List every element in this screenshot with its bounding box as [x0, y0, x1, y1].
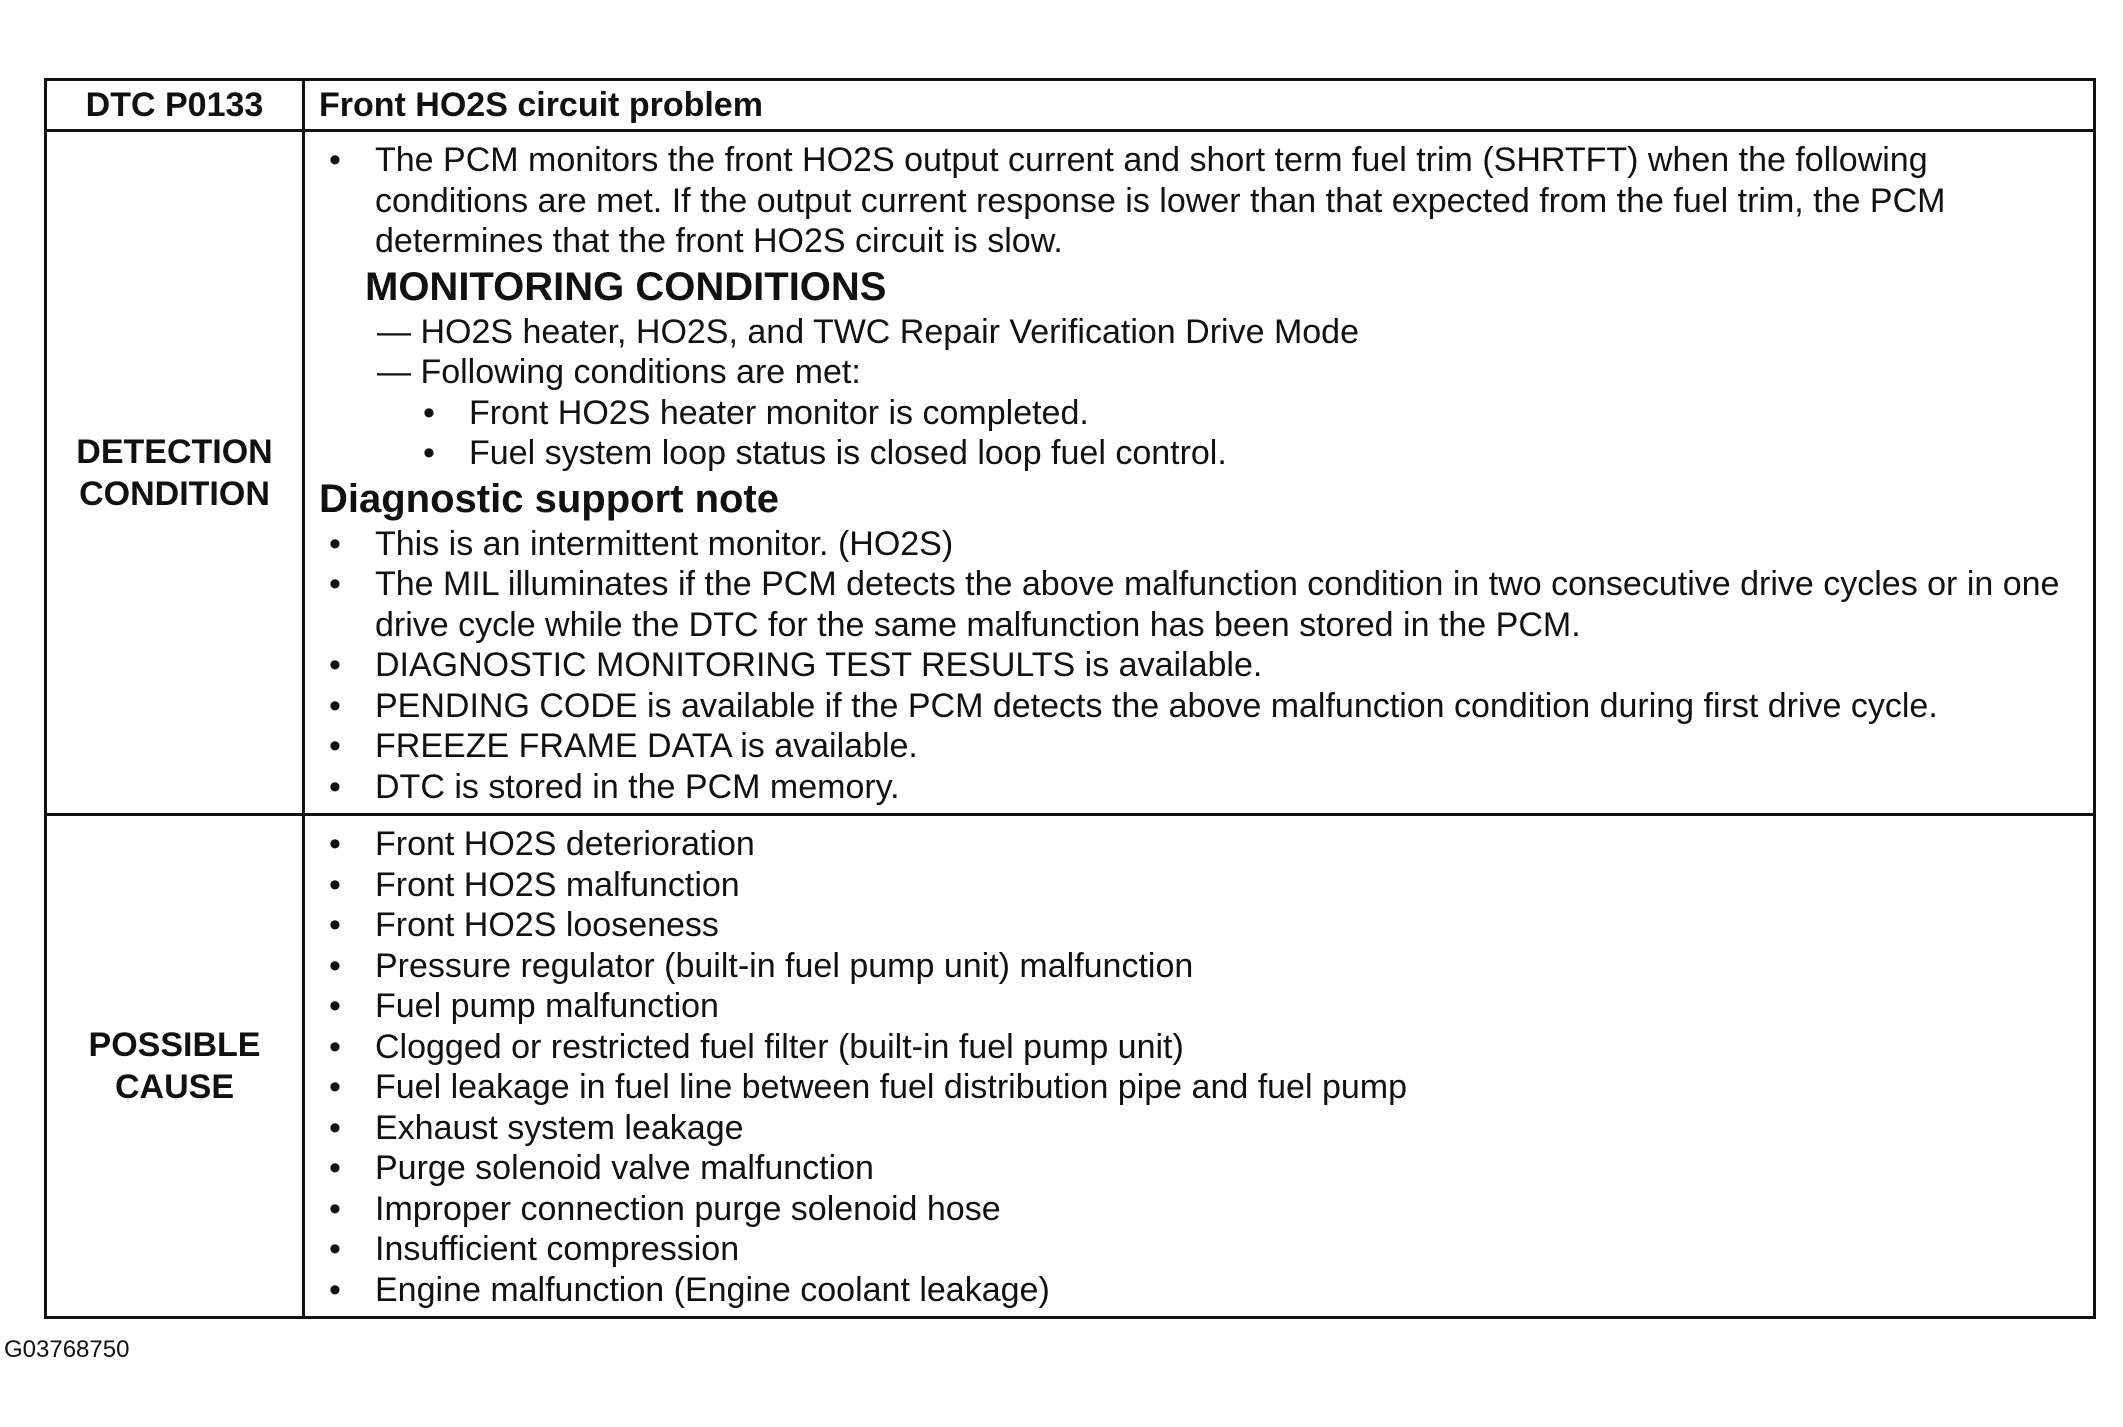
detection-condition-label	[46, 131, 304, 815]
diagnostic-note-item: • The MIL illuminates if the PCM detects the above malfunction condition in two consecutive drive cycles or in one drive cycle while the DTC for the same malfunction has been stored in the PCM.	[319, 564, 2079, 645]
diagnostic-note-item: • DIAGNOSTIC MONITORING TEST RESULTS is available.	[319, 645, 2079, 686]
monitoring-dash-item: — HO2S heater, HO2S, and TWC Repair Verification Drive Mode	[377, 312, 1359, 351]
dtc-table	[44, 78, 2096, 1319]
monitoring-conditions-heading: MONITORING CONDITIONS	[365, 264, 887, 309]
possible-label-line1: POSSIBLE	[88, 1026, 261, 1064]
possible-label-line2: CAUSE	[114, 1068, 235, 1106]
monitoring-dash-list	[319, 312, 2079, 393]
header-row	[46, 80, 2095, 131]
possible-cause-item: • Improper connection purge solenoid hose	[319, 1189, 2079, 1230]
diagnostic-support-note-heading: Diagnostic support note	[319, 476, 779, 521]
diagnostic-note-item: • This is an intermittent monitor. (HO2S)	[319, 524, 2079, 565]
detection-label-line2: CONDITION	[79, 474, 270, 513]
dtc-code-cell: DTC P0133	[46, 80, 304, 131]
possible-cause-item: • Engine malfunction (Engine coolant leakage)	[319, 1270, 2079, 1311]
possible-cause-label	[46, 815, 304, 1318]
possible-cause-content	[304, 815, 2095, 1318]
possible-cause-list	[319, 824, 2079, 1310]
figure-id: G03768750	[4, 1336, 130, 1363]
detection-condition-content	[304, 131, 2095, 815]
monitoring-sub-item: • Fuel system loop status is closed loop fuel control.	[319, 433, 2079, 474]
detection-condition-row	[46, 131, 2095, 815]
possible-cause-item: • Fuel leakage in fuel line between fuel distribution pipe and fuel pump	[319, 1067, 2079, 1108]
detection-label-line1: DETECTION	[76, 432, 273, 471]
possible-cause-item: • Clogged or restricted fuel filter (built-in fuel pump unit)	[319, 1027, 2079, 1068]
possible-cause-item: • Purge solenoid valve malfunction	[319, 1148, 2079, 1189]
possible-cause-row	[46, 815, 2095, 1318]
monitoring-sub-item: • Front HO2S heater monitor is completed.	[319, 393, 2079, 434]
monitoring-dash-item: — Following conditions are met:	[377, 353, 861, 391]
possible-cause-item: • Insufficient compression	[319, 1229, 2079, 1270]
diagnostic-note-item: • DTC is stored in the PCM memory.	[319, 767, 2079, 808]
diagnostic-notes-list	[319, 524, 2079, 808]
possible-cause-item: • Pressure regulator (built-in fuel pump unit) malfunction	[319, 946, 2079, 987]
possible-cause-item: • Front HO2S looseness	[319, 905, 2079, 946]
possible-cause-item: • Front HO2S malfunction	[319, 865, 2079, 906]
diagnostic-note-item: • FREEZE FRAME DATA is available.	[319, 726, 2079, 767]
possible-cause-item: • Exhaust system leakage	[319, 1108, 2079, 1149]
detection-intro-list	[319, 140, 2079, 262]
detection-intro-item: • The PCM monitors the front HO2S output current and short term fuel trim (SHRTFT) when the following conditions are met. If the output current response is lower than that expected from the fuel trim, the PCM determines that the front HO2S circuit is slow.	[319, 140, 2079, 262]
dtc-title-cell: Front HO2S circuit problem	[304, 80, 2095, 131]
possible-cause-item: • Front HO2S deterioration	[319, 824, 2079, 865]
possible-cause-item: • Fuel pump malfunction	[319, 986, 2079, 1027]
diagnostic-note-item: • PENDING CODE is available if the PCM detects the above malfunction condition during first drive cycle.	[319, 686, 2079, 727]
monitoring-sub-list	[319, 393, 2079, 474]
